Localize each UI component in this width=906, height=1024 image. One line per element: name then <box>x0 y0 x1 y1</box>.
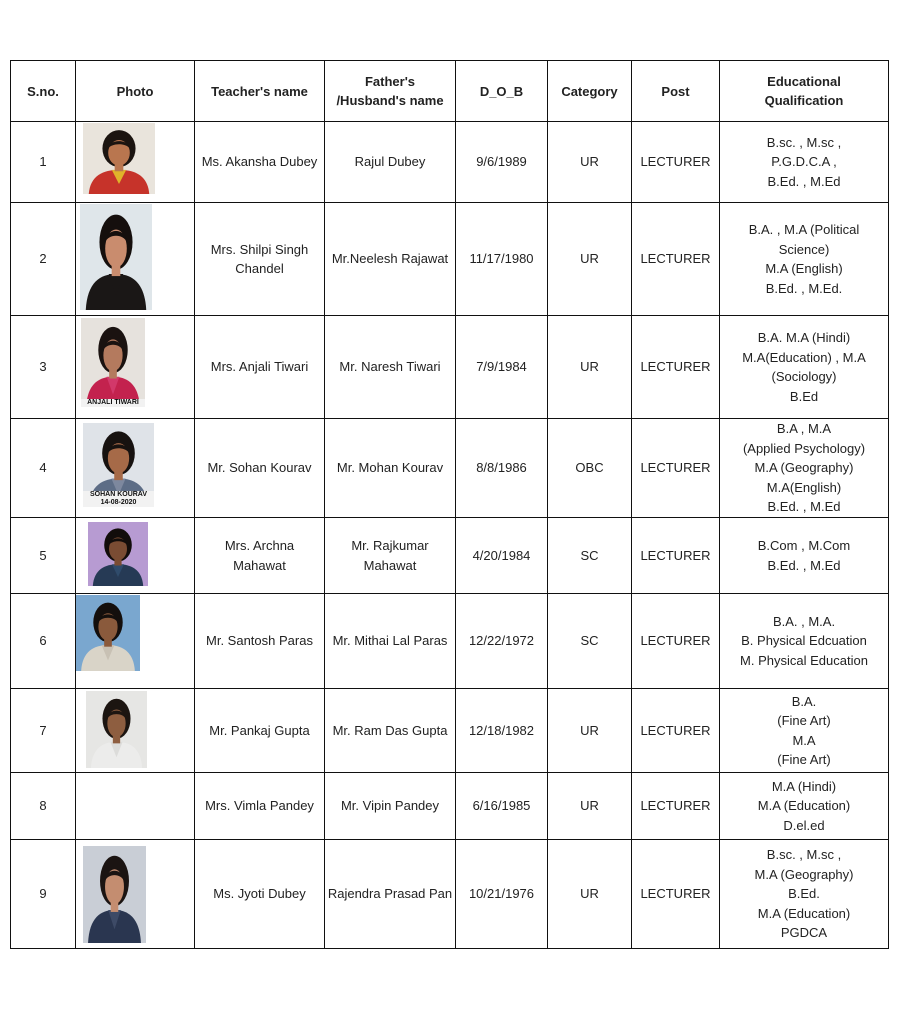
cell-post: LECTURER <box>632 203 720 316</box>
cell-teacher-name: Mrs. Archna Mahawat <box>195 518 325 594</box>
cell-qualification: B.A. M.A (Hindi) M.A(Education) , M.A (Sociology) B.Ed <box>720 316 889 419</box>
cell-dob: 4/20/1984 <box>456 518 548 594</box>
portrait-graphic <box>86 691 147 768</box>
cell-teacher-name: Ms. Jyoti Dubey <box>195 840 325 949</box>
cell-photo <box>76 316 195 419</box>
cell-father-husband-name: Mr. Rajkumar Mahawat <box>325 518 456 594</box>
teacher-photo <box>88 522 148 586</box>
cell-dob: 9/6/1989 <box>456 122 548 203</box>
cell-dob: 7/9/1984 <box>456 316 548 419</box>
cell-post: LECTURER <box>632 773 720 840</box>
header-category: Category <box>548 61 632 122</box>
cell-post: LECTURER <box>632 840 720 949</box>
header-educational-qualification: Educational Qualification <box>720 61 889 122</box>
teacher-photo <box>80 204 152 310</box>
cell-qualification: B.sc. , M.sc , M.A (Geography) B.Ed. M.A (Education) PGDCA <box>720 840 889 949</box>
cell-sno: 6 <box>11 594 76 689</box>
cell-teacher-name: Ms. Akansha Dubey <box>195 122 325 203</box>
table-row <box>11 840 889 949</box>
header-post: Post <box>632 61 720 122</box>
cell-qualification: B.A. , M.A. B. Physical Edcuation M. Physical Education <box>720 594 889 689</box>
header-teacher-name: Teacher's name <box>195 61 325 122</box>
portrait-graphic <box>76 595 140 671</box>
cell-post: LECTURER <box>632 122 720 203</box>
cell-post: LECTURER <box>632 594 720 689</box>
cell-category: UR <box>548 122 632 203</box>
cell-sno: 1 <box>11 122 76 203</box>
cell-qualification: B.A. , M.A (Political Science) M.A (English) B.Ed. , M.Ed. <box>720 203 889 316</box>
cell-photo <box>76 689 195 773</box>
cell-post: LECTURER <box>632 689 720 773</box>
cell-sno: 2 <box>11 203 76 316</box>
table-row <box>11 419 889 518</box>
portrait-graphic <box>88 522 148 586</box>
header-dob: D_O_B <box>456 61 548 122</box>
table-row <box>11 773 889 840</box>
teacher-photo <box>83 846 146 943</box>
cell-photo <box>76 518 195 594</box>
cell-qualification: M.A (Hindi) M.A (Education) D.el.ed <box>720 773 889 840</box>
portrait-graphic <box>80 204 152 310</box>
cell-category: UR <box>548 689 632 773</box>
cell-father-husband-name: Mr. Mithai Lal Paras <box>325 594 456 689</box>
photo-caption: ANJALI TIWARI <box>81 399 145 407</box>
cell-teacher-name: Mrs. Anjali Tiwari <box>195 316 325 419</box>
cell-photo <box>76 594 195 689</box>
cell-sno: 5 <box>11 518 76 594</box>
cell-photo <box>76 203 195 316</box>
teacher-photo <box>81 318 145 407</box>
teacher-photo <box>76 595 140 671</box>
cell-photo <box>76 840 195 949</box>
header-photo: Photo <box>76 61 195 122</box>
cell-post: LECTURER <box>632 518 720 594</box>
cell-photo <box>76 419 195 518</box>
photo-caption: SOHAN KOURAV 14-08-2020 <box>83 491 154 507</box>
cell-dob: 12/18/1982 <box>456 689 548 773</box>
cell-father-husband-name: Mr. Mohan Kourav <box>325 419 456 518</box>
portrait-graphic <box>83 846 146 943</box>
cell-qualification: B.sc. , M.sc , P.G.D.C.A , B.Ed. , M.Ed <box>720 122 889 203</box>
cell-sno: 7 <box>11 689 76 773</box>
cell-teacher-name: Mrs. Vimla Pandey <box>195 773 325 840</box>
cell-category: OBC <box>548 419 632 518</box>
table-row <box>11 689 889 773</box>
cell-sno: 4 <box>11 419 76 518</box>
cell-teacher-name: Mr. Santosh Paras <box>195 594 325 689</box>
header-sno: S.no. <box>11 61 76 122</box>
cell-sno: 3 <box>11 316 76 419</box>
cell-qualification: B.A , M.A (Applied Psychology) M.A (Geography) M.A(English) B.Ed. , M.Ed <box>720 419 889 518</box>
cell-father-husband-name: Mr. Vipin Pandey <box>325 773 456 840</box>
cell-photo <box>76 773 195 840</box>
table-row <box>11 594 889 689</box>
teachers-table <box>10 60 889 949</box>
table-row <box>11 203 889 316</box>
cell-sno: 9 <box>11 840 76 949</box>
cell-father-husband-name: Rajendra Prasad Pan <box>325 840 456 949</box>
cell-category: UR <box>548 773 632 840</box>
cell-post: LECTURER <box>632 316 720 419</box>
cell-dob: 8/8/1986 <box>456 419 548 518</box>
cell-teacher-name: Mrs. Shilpi Singh Chandel <box>195 203 325 316</box>
cell-category: UR <box>548 840 632 949</box>
cell-father-husband-name: Mr. Naresh Tiwari <box>325 316 456 419</box>
table-row <box>11 518 889 594</box>
header-father-husband-name: Father's /Husband's name <box>325 61 456 122</box>
cell-teacher-name: Mr. Sohan Kourav <box>195 419 325 518</box>
table-row <box>11 122 889 203</box>
cell-father-husband-name: Rajul Dubey <box>325 122 456 203</box>
cell-sno: 8 <box>11 773 76 840</box>
cell-category: UR <box>548 316 632 419</box>
cell-post: LECTURER <box>632 419 720 518</box>
portrait-graphic <box>83 123 155 194</box>
cell-dob: 11/17/1980 <box>456 203 548 316</box>
cell-father-husband-name: Mr.Neelesh Rajawat <box>325 203 456 316</box>
teacher-photo <box>86 691 147 768</box>
teacher-photo <box>83 423 154 507</box>
teacher-photo <box>83 123 155 194</box>
cell-qualification: B.Com , M.Com B.Ed. , M.Ed <box>720 518 889 594</box>
cell-category: SC <box>548 594 632 689</box>
cell-father-husband-name: Mr. Ram Das Gupta <box>325 689 456 773</box>
table-row <box>11 316 889 419</box>
cell-category: UR <box>548 203 632 316</box>
cell-dob: 10/21/1976 <box>456 840 548 949</box>
cell-category: SC <box>548 518 632 594</box>
cell-qualification: B.A. (Fine Art) M.A (Fine Art) <box>720 689 889 773</box>
cell-dob: 12/22/1972 <box>456 594 548 689</box>
cell-teacher-name: Mr. Pankaj Gupta <box>195 689 325 773</box>
portrait-graphic <box>81 318 145 407</box>
cell-photo <box>76 122 195 203</box>
header-row <box>11 61 889 122</box>
cell-dob: 6/16/1985 <box>456 773 548 840</box>
